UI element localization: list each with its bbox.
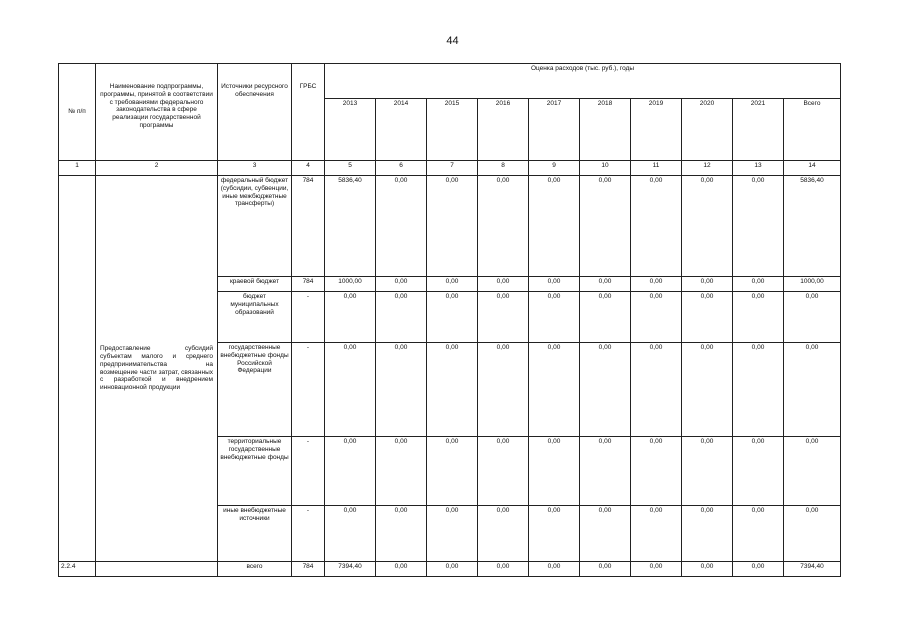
value-cell: 0,00 xyxy=(478,506,529,562)
value-cell: 0,00 xyxy=(631,277,682,292)
header-year: 2018 xyxy=(580,99,631,161)
value-cell: 0,00 xyxy=(427,437,478,506)
total-value: 0,00 xyxy=(682,562,733,577)
header-year: 2017 xyxy=(529,99,580,161)
value-cell: 0,00 xyxy=(580,277,631,292)
page-number: 44 xyxy=(446,35,459,47)
header-year: Всего xyxy=(784,99,841,161)
value-cell: 0,00 xyxy=(631,506,682,562)
header-row-1 xyxy=(59,64,841,99)
total-value: 7394,40 xyxy=(325,562,376,577)
header-num: № п/п xyxy=(59,64,96,161)
grbs-cell: - xyxy=(292,437,325,506)
value-cell: 0,00 xyxy=(529,176,580,277)
value-cell: 0,00 xyxy=(529,506,580,562)
header-grbs: ГРБС xyxy=(292,64,325,161)
grbs-cell: 784 xyxy=(292,277,325,292)
budget-table xyxy=(58,63,841,577)
value-cell: 0,00 xyxy=(376,292,427,343)
value-cell: 0,00 xyxy=(478,437,529,506)
total-grbs: 784 xyxy=(292,562,325,577)
value-cell: 0,00 xyxy=(376,437,427,506)
value-cell: 0,00 xyxy=(325,292,376,343)
header-year: 2014 xyxy=(376,99,427,161)
source-cell: территориальные государственные внебюджетные фонды xyxy=(218,437,292,506)
value-cell: 0,00 xyxy=(325,506,376,562)
index-cell: 7 xyxy=(427,161,478,176)
total-value: 0,00 xyxy=(733,562,784,577)
value-cell: 0,00 xyxy=(427,292,478,343)
header-sources: Источники ресурсного обеспечения xyxy=(218,64,292,161)
value-cell: 0,00 xyxy=(682,176,733,277)
source-cell: государственные внебюджетные фонды Российской Федерации xyxy=(218,343,292,437)
total-source: всего xyxy=(218,562,292,577)
value-cell: 0,00 xyxy=(733,176,784,277)
value-cell: 0,00 xyxy=(427,277,478,292)
total-row xyxy=(59,562,841,577)
value-cell: 0,00 xyxy=(682,437,733,506)
index-cell: 11 xyxy=(631,161,682,176)
index-cell: 8 xyxy=(478,161,529,176)
value-cell: 0,00 xyxy=(478,343,529,437)
value-cell: 0,00 xyxy=(376,343,427,437)
program-name: Предоставление субсидий субъектам малого и среднего предпринимательства на возмещение части затрат, связанных с разработкой и внедрением инновационной продукции xyxy=(96,176,218,562)
index-cell: 3 xyxy=(218,161,292,176)
value-cell: 0,00 xyxy=(733,292,784,343)
value-cell: 0,00 xyxy=(478,292,529,343)
value-cell: 0,00 xyxy=(529,277,580,292)
value-cell: 0,00 xyxy=(325,437,376,506)
header-estimate: Оценка расходов (тыс. руб.), годы xyxy=(325,64,841,99)
value-cell: 0,00 xyxy=(784,292,841,343)
value-cell: 1000,00 xyxy=(784,277,841,292)
index-cell: 14 xyxy=(784,161,841,176)
source-cell: иные внебюджетные источники xyxy=(218,506,292,562)
value-cell: 0,00 xyxy=(631,176,682,277)
grbs-cell: - xyxy=(292,292,325,343)
index-cell: 9 xyxy=(529,161,580,176)
value-cell: 0,00 xyxy=(733,437,784,506)
value-cell: 0,00 xyxy=(733,343,784,437)
index-cell: 2 xyxy=(96,161,218,176)
total-value: 0,00 xyxy=(478,562,529,577)
value-cell: 0,00 xyxy=(580,506,631,562)
value-cell: 0,00 xyxy=(427,343,478,437)
index-cell: 4 xyxy=(292,161,325,176)
value-cell: 0,00 xyxy=(784,437,841,506)
grbs-cell: - xyxy=(292,506,325,562)
total-value: 0,00 xyxy=(580,562,631,577)
value-cell: 0,00 xyxy=(784,343,841,437)
value-cell: 0,00 xyxy=(529,343,580,437)
value-cell: 0,00 xyxy=(427,506,478,562)
value-cell: 0,00 xyxy=(682,343,733,437)
source-cell: бюджет муниципальных образований xyxy=(218,292,292,343)
index-cell: 6 xyxy=(376,161,427,176)
header-year: 2019 xyxy=(631,99,682,161)
value-cell: 0,00 xyxy=(682,277,733,292)
value-cell: 0,00 xyxy=(682,292,733,343)
value-cell: 0,00 xyxy=(376,277,427,292)
value-cell: 0,00 xyxy=(784,506,841,562)
value-cell: 0,00 xyxy=(733,506,784,562)
value-cell: 0,00 xyxy=(631,437,682,506)
value-cell: 0,00 xyxy=(376,506,427,562)
value-cell: 5836,40 xyxy=(784,176,841,277)
value-cell: 0,00 xyxy=(478,176,529,277)
value-cell: 0,00 xyxy=(580,292,631,343)
table-row xyxy=(59,176,841,277)
value-cell: 0,00 xyxy=(529,292,580,343)
source-cell: федеральный бюджет (субсидии, субвенции, иные межбюджетные трансферты) xyxy=(218,176,292,277)
value-cell: 5836,40 xyxy=(325,176,376,277)
value-cell: 1000,00 xyxy=(325,277,376,292)
num-cell xyxy=(59,176,96,562)
index-cell: 5 xyxy=(325,161,376,176)
source-cell: краевой бюджет xyxy=(218,277,292,292)
index-row xyxy=(59,161,841,176)
index-cell: 10 xyxy=(580,161,631,176)
header-year: 2015 xyxy=(427,99,478,161)
total-name xyxy=(96,562,218,577)
value-cell: 0,00 xyxy=(682,506,733,562)
total-num: 2.2.4 xyxy=(59,562,96,577)
grbs-cell: - xyxy=(292,343,325,437)
value-cell: 0,00 xyxy=(580,437,631,506)
header-year: 2020 xyxy=(682,99,733,161)
value-cell: 0,00 xyxy=(631,292,682,343)
value-cell: 0,00 xyxy=(427,176,478,277)
total-value: 0,00 xyxy=(427,562,478,577)
header-year: 2013 xyxy=(325,99,376,161)
index-cell: 1 xyxy=(59,161,96,176)
total-value: 0,00 xyxy=(631,562,682,577)
value-cell: 0,00 xyxy=(631,343,682,437)
total-value: 0,00 xyxy=(529,562,580,577)
total-value: 7394,40 xyxy=(784,562,841,577)
value-cell: 0,00 xyxy=(580,343,631,437)
index-cell: 12 xyxy=(682,161,733,176)
header-name: Наименование подпрограммы, программы, принятой в соответствии с требованиями федерального законодательства в сфере реализации государственной программы xyxy=(96,64,218,161)
header-year: 2021 xyxy=(733,99,784,161)
grbs-cell: 784 xyxy=(292,176,325,277)
value-cell: 0,00 xyxy=(580,176,631,277)
value-cell: 0,00 xyxy=(733,277,784,292)
value-cell: 0,00 xyxy=(325,343,376,437)
header-year: 2016 xyxy=(478,99,529,161)
value-cell: 0,00 xyxy=(478,277,529,292)
value-cell: 0,00 xyxy=(529,437,580,506)
total-value: 0,00 xyxy=(376,562,427,577)
value-cell: 0,00 xyxy=(376,176,427,277)
index-cell: 13 xyxy=(733,161,784,176)
